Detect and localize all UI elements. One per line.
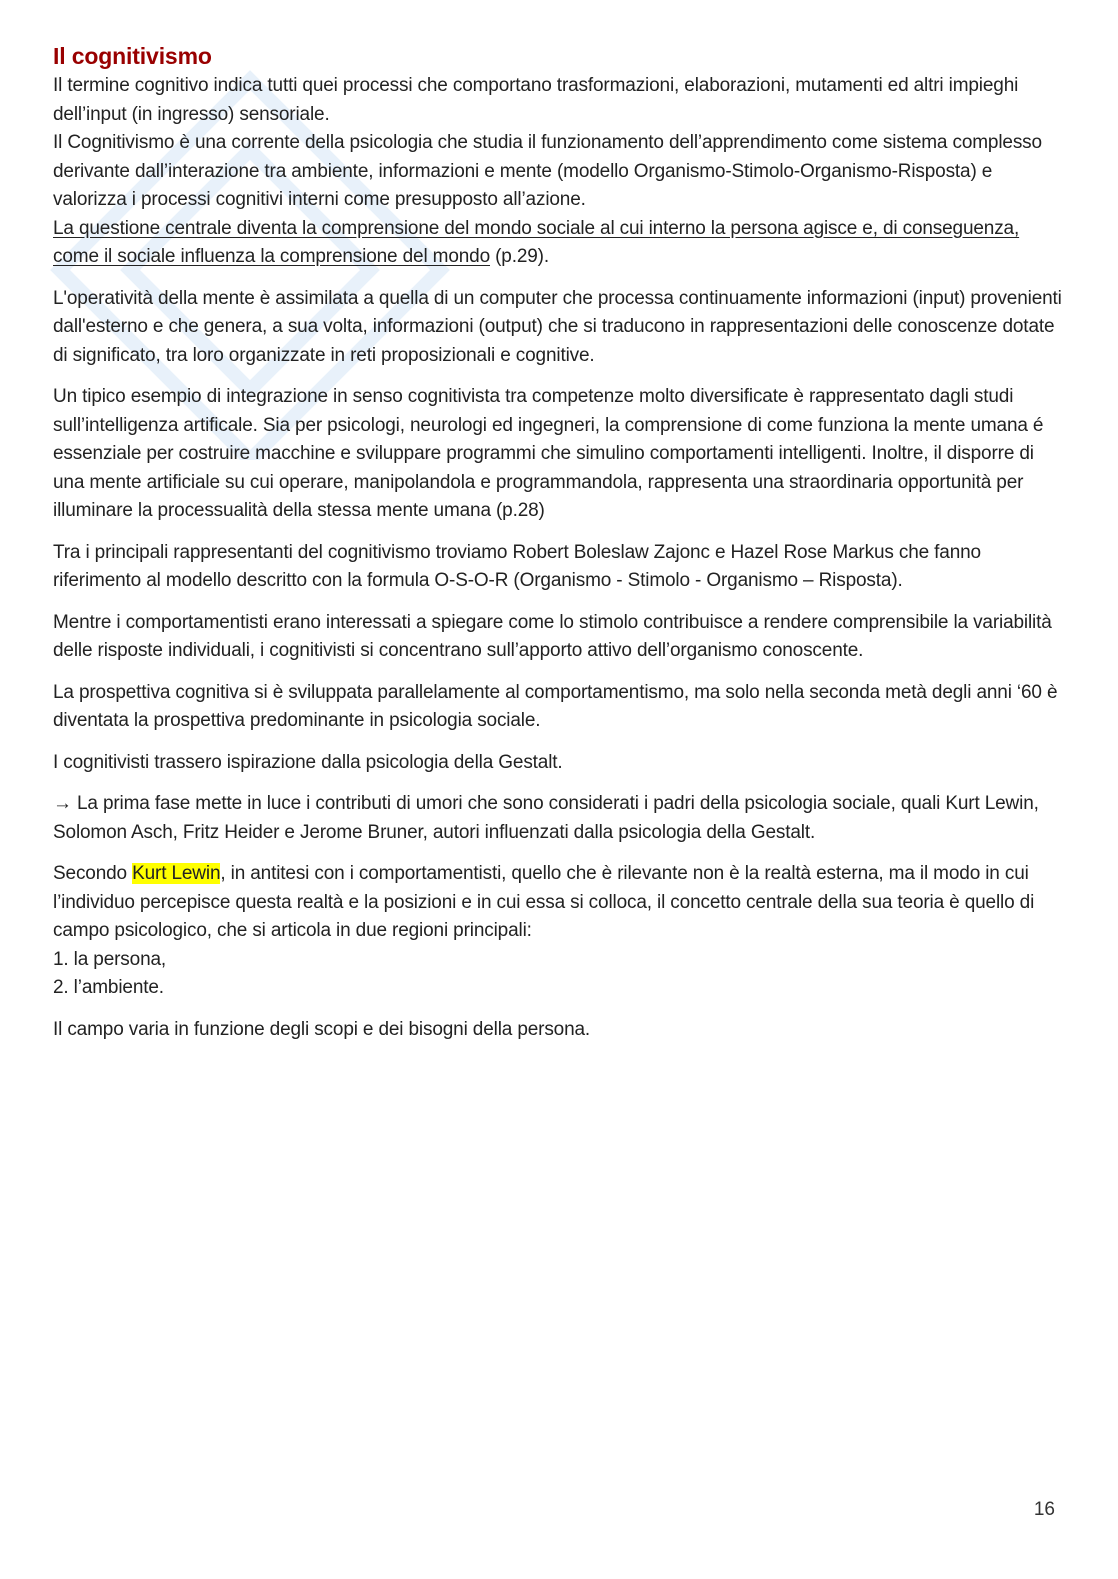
lewin-prefix: Secondo <box>53 863 133 884</box>
highlighted-name: Kurt Lewin <box>132 863 221 884</box>
paragraph-intro <box>53 72 1063 272</box>
underlined-quote: La questione centrale diventa la comprensione del mondo sociale al cui interno la persona agisce e, di conseguenza, come il sociale influenza la comprensione del mondo <box>53 217 1020 267</box>
lewin-text: , in antitesi con i comportamentisti, quello che è rilevante non è la realtà esterna, ma il modo in cui l’individuo percepisce questa realtà e la posizioni e in cui essa si colloca, il concetto centrale della sua teoria è quello di campo psicologico, che si articola in due regioni principali: <box>53 863 1035 941</box>
paragraph-behaviorists: Mentre i comportamentisti erano interessati a spiegare come lo stimolo contribuisce a rendere comprensibile la variabilità delle risposte individuali, i cognitivisti si concentrano sull’apporto attivo dell’organismo conoscente. <box>53 611 1052 661</box>
intro-sentence-2: Il Cognitivismo è una corrente della psicologia che studia il funzionamento dell’apprendimento come sistema complesso derivante dall’interazione tra ambiente, informazioni e mente (modello Organismo-Stimolo-Organismo-Risposta) e valorizza i processi cognitivi interni come presupposto all’azione. <box>53 132 1042 210</box>
section-title: Il cognitivismo <box>53 43 212 69</box>
page-number: 16 <box>1033 1499 1055 1520</box>
paragraph-first-phase: → La prima fase mette in luce i contributi di umori che sono considerati i padri della psicologia sociale, quali Kurt Lewin, Solomon Asch, Fritz Heider e Jerome Bruner, autori influenzati dalla psicologia della Gestalt. <box>53 793 1039 843</box>
paragraph-mind-computer: L'operatività della mente è assimilata a quella di un computer che processa continuamente informazioni (input) provenienti dall'esterno e che genera, a sua volta, informazioni (output) che si traducono in rappresentazioni delle conoscenze dotate di significato, tra loro organizzate in reti proposizionali e cognitive. <box>53 287 1062 366</box>
document-body <box>53 40 1063 1057</box>
paragraph-representatives: Tra i principali rappresentanti del cognitivismo troviamo Robert Boleslaw Zajonc e Hazel Rose Markus che fanno riferimento al modello descritto con la formula O-S-O-R (Organismo - Stimolo - Organismo – Risposta). <box>53 541 981 591</box>
page-reference: (p.29). <box>490 246 549 267</box>
paragraph-gestalt: I cognitivisti trassero ispirazione dalla psicologia della Gestalt. <box>53 751 563 773</box>
paragraph-field: Il campo varia in funzione degli scopi e dei bisogni della persona. <box>53 1018 591 1040</box>
list-item: 1. la persona, <box>53 948 167 970</box>
intro-sentence-1: Il termine cognitivo indica tutti quei processi che comportano trasformazioni, elaborazioni, mutamenti ed altri impieghi dell’input (in ingresso) sensoriale. <box>53 75 1019 125</box>
paragraph-perspective: La prospettiva cognitiva si è sviluppata parallelamente al comportamentismo, ma solo nella seconda metà degli anni ‘60 è diventata la prospettiva predominante in psicologia sociale. <box>53 681 1058 731</box>
paragraph-artificial-intelligence: Un tipico esempio di integrazione in senso cognitivista tra competenze molto diversificate è rappresentato dagli studi sull’intelligenza artificale. Sia per psicologi, neurologi ed ingegneri, la comprensione di come funziona la mente umana é essenziale per costruire macchine e sviluppare programmi che simulino comportamenti intelligenti. Inoltre, il disporre di una mente artificiale su cui operare, manipolandola e programmandola, rappresenta una straordinaria opportunità per illuminare la processualità della stessa mente umana (p.28) <box>53 386 1044 521</box>
list-item: 2. l’ambiente. <box>53 977 164 998</box>
paragraph-lewin <box>53 860 1063 1003</box>
